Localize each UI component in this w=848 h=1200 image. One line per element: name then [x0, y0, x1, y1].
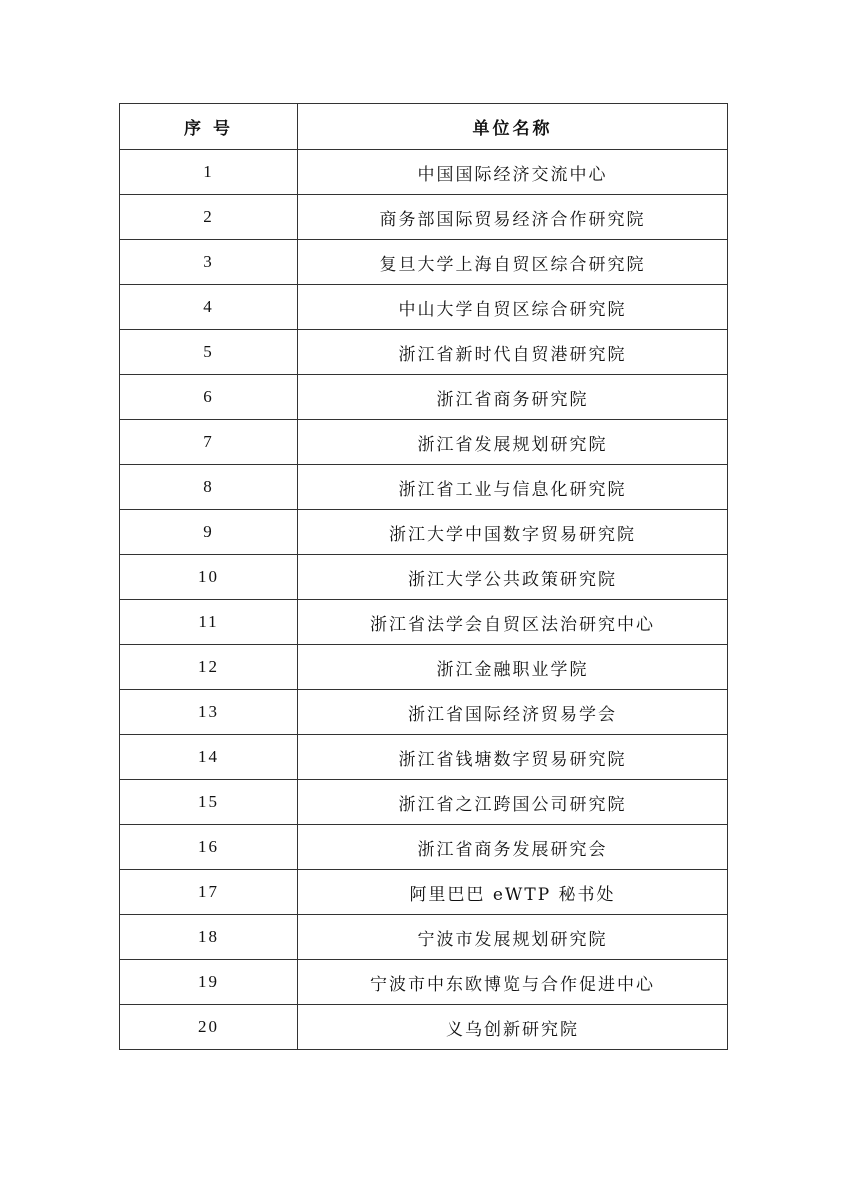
table-row — [120, 690, 728, 735]
row-name: 义乌创新研究院 — [298, 1005, 728, 1050]
table-row — [120, 510, 728, 555]
table-row — [120, 555, 728, 600]
table-row — [120, 1005, 728, 1050]
row-name: 浙江大学公共政策研究院 — [298, 555, 728, 600]
row-index: 3 — [120, 240, 298, 285]
row-index: 16 — [120, 825, 298, 870]
row-index: 17 — [120, 870, 298, 915]
row-index: 10 — [120, 555, 298, 600]
table-row — [120, 780, 728, 825]
header-name: 单位名称 — [298, 104, 728, 150]
row-name: 宁波市中东欧博览与合作促进中心 — [298, 960, 728, 1005]
organization-table — [119, 103, 728, 1050]
row-name: 中国国际经济交流中心 — [298, 150, 728, 195]
row-name: 浙江省新时代自贸港研究院 — [298, 330, 728, 375]
table-row — [120, 375, 728, 420]
row-name: 复旦大学上海自贸区综合研究院 — [298, 240, 728, 285]
table-row — [120, 240, 728, 285]
table-row — [120, 960, 728, 1005]
row-index: 6 — [120, 375, 298, 420]
row-name: 浙江省工业与信息化研究院 — [298, 465, 728, 510]
table-row — [120, 915, 728, 960]
row-index: 18 — [120, 915, 298, 960]
table-row — [120, 330, 728, 375]
row-index: 5 — [120, 330, 298, 375]
row-index: 19 — [120, 960, 298, 1005]
row-name: 浙江省之江跨国公司研究院 — [298, 780, 728, 825]
row-index: 20 — [120, 1005, 298, 1050]
row-index: 9 — [120, 510, 298, 555]
row-index: 8 — [120, 465, 298, 510]
table-row — [120, 645, 728, 690]
table-row — [120, 420, 728, 465]
table-row — [120, 150, 728, 195]
row-index: 7 — [120, 420, 298, 465]
table-row — [120, 285, 728, 330]
table-row — [120, 600, 728, 645]
row-name: 浙江省法学会自贸区法治研究中心 — [298, 600, 728, 645]
table-row — [120, 735, 728, 780]
row-name: 中山大学自贸区综合研究院 — [298, 285, 728, 330]
row-index: 1 — [120, 150, 298, 195]
table-row — [120, 465, 728, 510]
row-index: 12 — [120, 645, 298, 690]
header-index: 序 号 — [120, 104, 298, 150]
table-row — [120, 870, 728, 915]
row-index: 13 — [120, 690, 298, 735]
row-name: 浙江省发展规划研究院 — [298, 420, 728, 465]
row-name: 浙江省商务发展研究会 — [298, 825, 728, 870]
row-index: 11 — [120, 600, 298, 645]
row-index: 4 — [120, 285, 298, 330]
row-name: 商务部国际贸易经济合作研究院 — [298, 195, 728, 240]
row-name: 浙江省钱塘数字贸易研究院 — [298, 735, 728, 780]
row-name: 浙江金融职业学院 — [298, 645, 728, 690]
row-name: 阿里巴巴 eWTP 秘书处 — [298, 870, 728, 915]
row-name: 浙江省国际经济贸易学会 — [298, 690, 728, 735]
row-name: 浙江省商务研究院 — [298, 375, 728, 420]
table-header-row — [120, 104, 728, 150]
row-name: 宁波市发展规划研究院 — [298, 915, 728, 960]
row-index: 2 — [120, 195, 298, 240]
row-index: 15 — [120, 780, 298, 825]
row-index: 14 — [120, 735, 298, 780]
row-name: 浙江大学中国数字贸易研究院 — [298, 510, 728, 555]
table-row — [120, 825, 728, 870]
table-row — [120, 195, 728, 240]
